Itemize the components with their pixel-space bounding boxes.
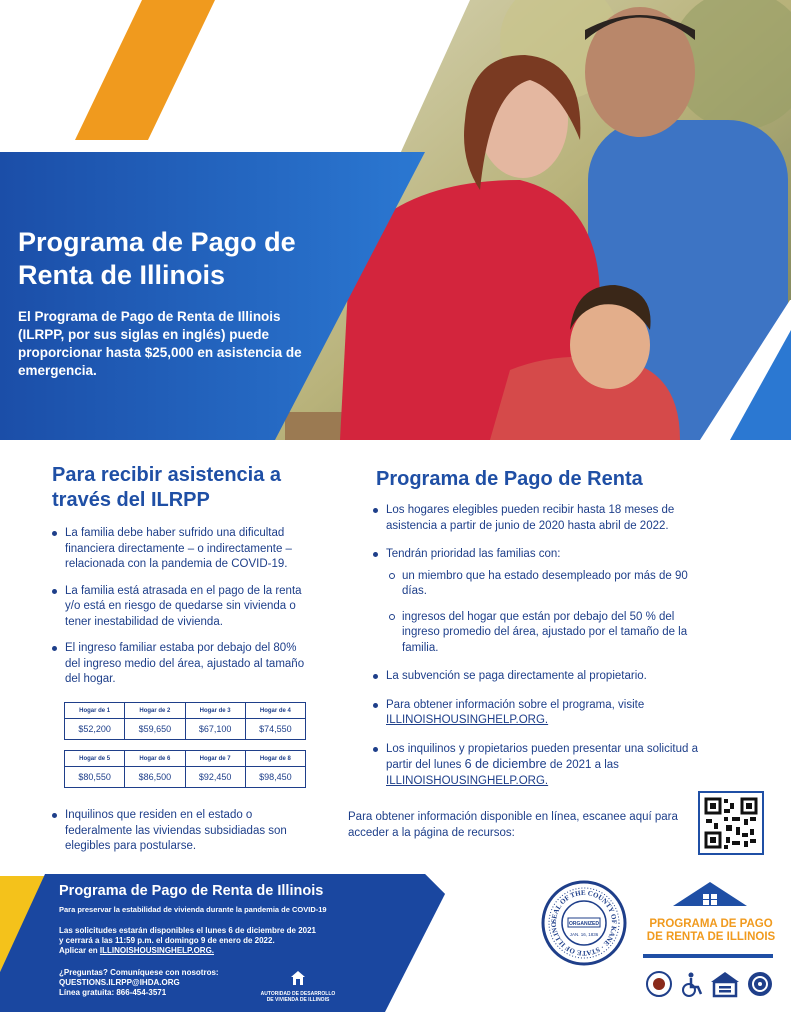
list-item: Inquilinos que residen en el estado o federalmente las viviendas subsidiadas son elegibles para postularse. bbox=[52, 808, 312, 855]
seal-ring-text: SEAL OF THE COUNTY OF KANE · STATE OF ILLINO bbox=[549, 888, 619, 958]
right-bullet-list bbox=[373, 503, 713, 802]
logo-underline bbox=[643, 954, 773, 958]
table-header: Hogar de 5 bbox=[65, 751, 125, 767]
list-item: La familia está atrasada en el pago de la renta y/o está en riesgo de quedarse sin vivienda o tener inestabilidad de vivienda. bbox=[52, 584, 312, 631]
apply-label: Aplicar en bbox=[59, 946, 98, 955]
list-item: La familia debe haber sufrido una dificultad financiera directamente – o indirectamente – relacionada con la pandemia de COVID-19. bbox=[52, 526, 312, 573]
apply-text-2: de 2021 a las bbox=[549, 759, 619, 771]
left-heading-block bbox=[52, 463, 322, 513]
qr-code-icon bbox=[700, 793, 762, 853]
qr-code[interactable] bbox=[698, 791, 764, 855]
table-header: Hogar de 3 bbox=[185, 703, 245, 719]
apply-text: Los inquilinos y propietarios pueden presentar una solicitud a partir del lunes bbox=[386, 742, 698, 771]
housing-help-link-2[interactable]: ILLINOISHOUSINGHELP.ORG. bbox=[386, 774, 549, 787]
list-item: Los hogares elegibles pueden recibir hasta 18 meses de asistencia a partir de junio de 2020 hasta abril de 2022. bbox=[373, 503, 713, 534]
ihda-logo bbox=[258, 970, 338, 1003]
table-header: Hogar de 8 bbox=[245, 751, 305, 767]
table-header: Hogar de 1 bbox=[65, 703, 125, 719]
accessibility-icon bbox=[748, 972, 772, 996]
banner-title: Programa de Pago de Renta de Illinois bbox=[59, 883, 324, 899]
dates-line-1: Las solicitudes estarán disponibles el lunes 6 de diciembre de 2021 bbox=[59, 926, 316, 935]
priority-label: Tendrán prioridad las familias con: bbox=[386, 548, 561, 560]
apply-date: 6 de diciembre bbox=[464, 757, 547, 771]
table-cell: $86,500 bbox=[125, 767, 185, 788]
page-title: Programa de Pago de Renta de Illinois bbox=[18, 227, 296, 290]
wheelchair-icon bbox=[683, 973, 701, 997]
program-logo-line-2: DE RENTA DE ILLINOIS bbox=[646, 931, 776, 943]
list-item: La subvención se paga directamente al propietario. bbox=[373, 669, 713, 685]
table-cell: $80,550 bbox=[65, 767, 125, 788]
illinois-seal-icon bbox=[647, 972, 671, 996]
right-heading: Programa de Pago de Renta bbox=[376, 468, 643, 490]
sub-list-item: un miembro que ha estado desempleado por más de 90 días. bbox=[386, 569, 713, 600]
questions-label: ¿Preguntas? Comuníquese con nosotros: bbox=[59, 968, 219, 977]
table-header: Hogar de 4 bbox=[245, 703, 305, 719]
banner-dates bbox=[59, 926, 379, 956]
list-item bbox=[373, 698, 713, 729]
banner-apply-link[interactable]: ILLINOISHOUSINGHELP.ORG. bbox=[99, 946, 215, 955]
dates-line-2: y cerrará a las 11:59 p.m. el domingo 9 de enero de 2022. bbox=[59, 936, 275, 945]
income-table-2 bbox=[64, 750, 306, 788]
housing-help-link[interactable]: ILLINOISHOUSINGHELP.ORG. bbox=[386, 714, 549, 726]
list-item: El ingreso familiar estaba por debajo del 80% del ingreso medio del área, ajustado al tamaño del hogar. bbox=[52, 641, 312, 688]
table-cell: $67,100 bbox=[185, 719, 245, 740]
table-cell: $92,450 bbox=[185, 767, 245, 788]
contact-email[interactable]: QUESTIONS.ILRPP@IHDA.ORG bbox=[59, 978, 180, 987]
program-logo-text bbox=[643, 918, 779, 944]
banner-contact bbox=[59, 968, 259, 998]
seal-center-text: ORGANIZED bbox=[569, 921, 599, 927]
compliance-logos bbox=[645, 968, 775, 1000]
table-header: Hogar de 6 bbox=[125, 751, 185, 767]
sub-list-item: ingresos del hogar que están por debajo del 50 % del ingreso promedio del área, ajustado por el tamaño de la familia. bbox=[386, 610, 713, 657]
contact-phone[interactable]: Línea gratuita: 866-454-3571 bbox=[59, 988, 167, 997]
income-table-1 bbox=[64, 702, 306, 740]
table-header: Hogar de 2 bbox=[125, 703, 185, 719]
house-icon bbox=[290, 970, 306, 986]
table-cell: $52,200 bbox=[65, 719, 125, 740]
program-logo-line-1: PROGRAMA DE PAGO bbox=[649, 918, 773, 930]
hero-subtitle: El Programa de Pago de Renta de Illinois (ILRPP, por sus siglas en inglés) puede proporcionar hasta $25,000 en asistencia de emergencia. bbox=[18, 309, 302, 378]
program-info-text: Para obtener información sobre el programa, visite bbox=[386, 698, 645, 711]
ihda-line-1: AUTORIDAD DE DESARROLLO bbox=[260, 991, 336, 997]
program-house-logo bbox=[641, 880, 779, 916]
left-bullet-list-2 bbox=[52, 808, 312, 855]
list-item bbox=[373, 742, 713, 790]
table-cell: $74,550 bbox=[245, 719, 305, 740]
banner-subtitle: Para preservar la estabilidad de vivienda durante la pandemia de COVID-19 bbox=[59, 905, 327, 914]
county-seal-icon bbox=[541, 880, 627, 966]
equal-housing-icon bbox=[711, 972, 739, 996]
qr-instruction: Para obtener información disponible en línea, escanee aquí para acceder a la página de recursos: bbox=[348, 811, 678, 839]
list-item bbox=[373, 547, 713, 656]
seal-date-text: JAN. 16, 1836 bbox=[569, 932, 599, 937]
priority-sublist bbox=[386, 569, 713, 657]
table-cell: $98,450 bbox=[245, 767, 305, 788]
table-cell: $59,650 bbox=[125, 719, 185, 740]
ihda-line-2: DE VIVIENDA DE ILLINOIS bbox=[266, 997, 330, 1003]
table-header: Hogar de 7 bbox=[185, 751, 245, 767]
left-heading: Para recibir asistencia a través del ILRPP bbox=[52, 464, 282, 511]
hero-section bbox=[0, 0, 791, 440]
left-bullet-list bbox=[52, 526, 312, 699]
